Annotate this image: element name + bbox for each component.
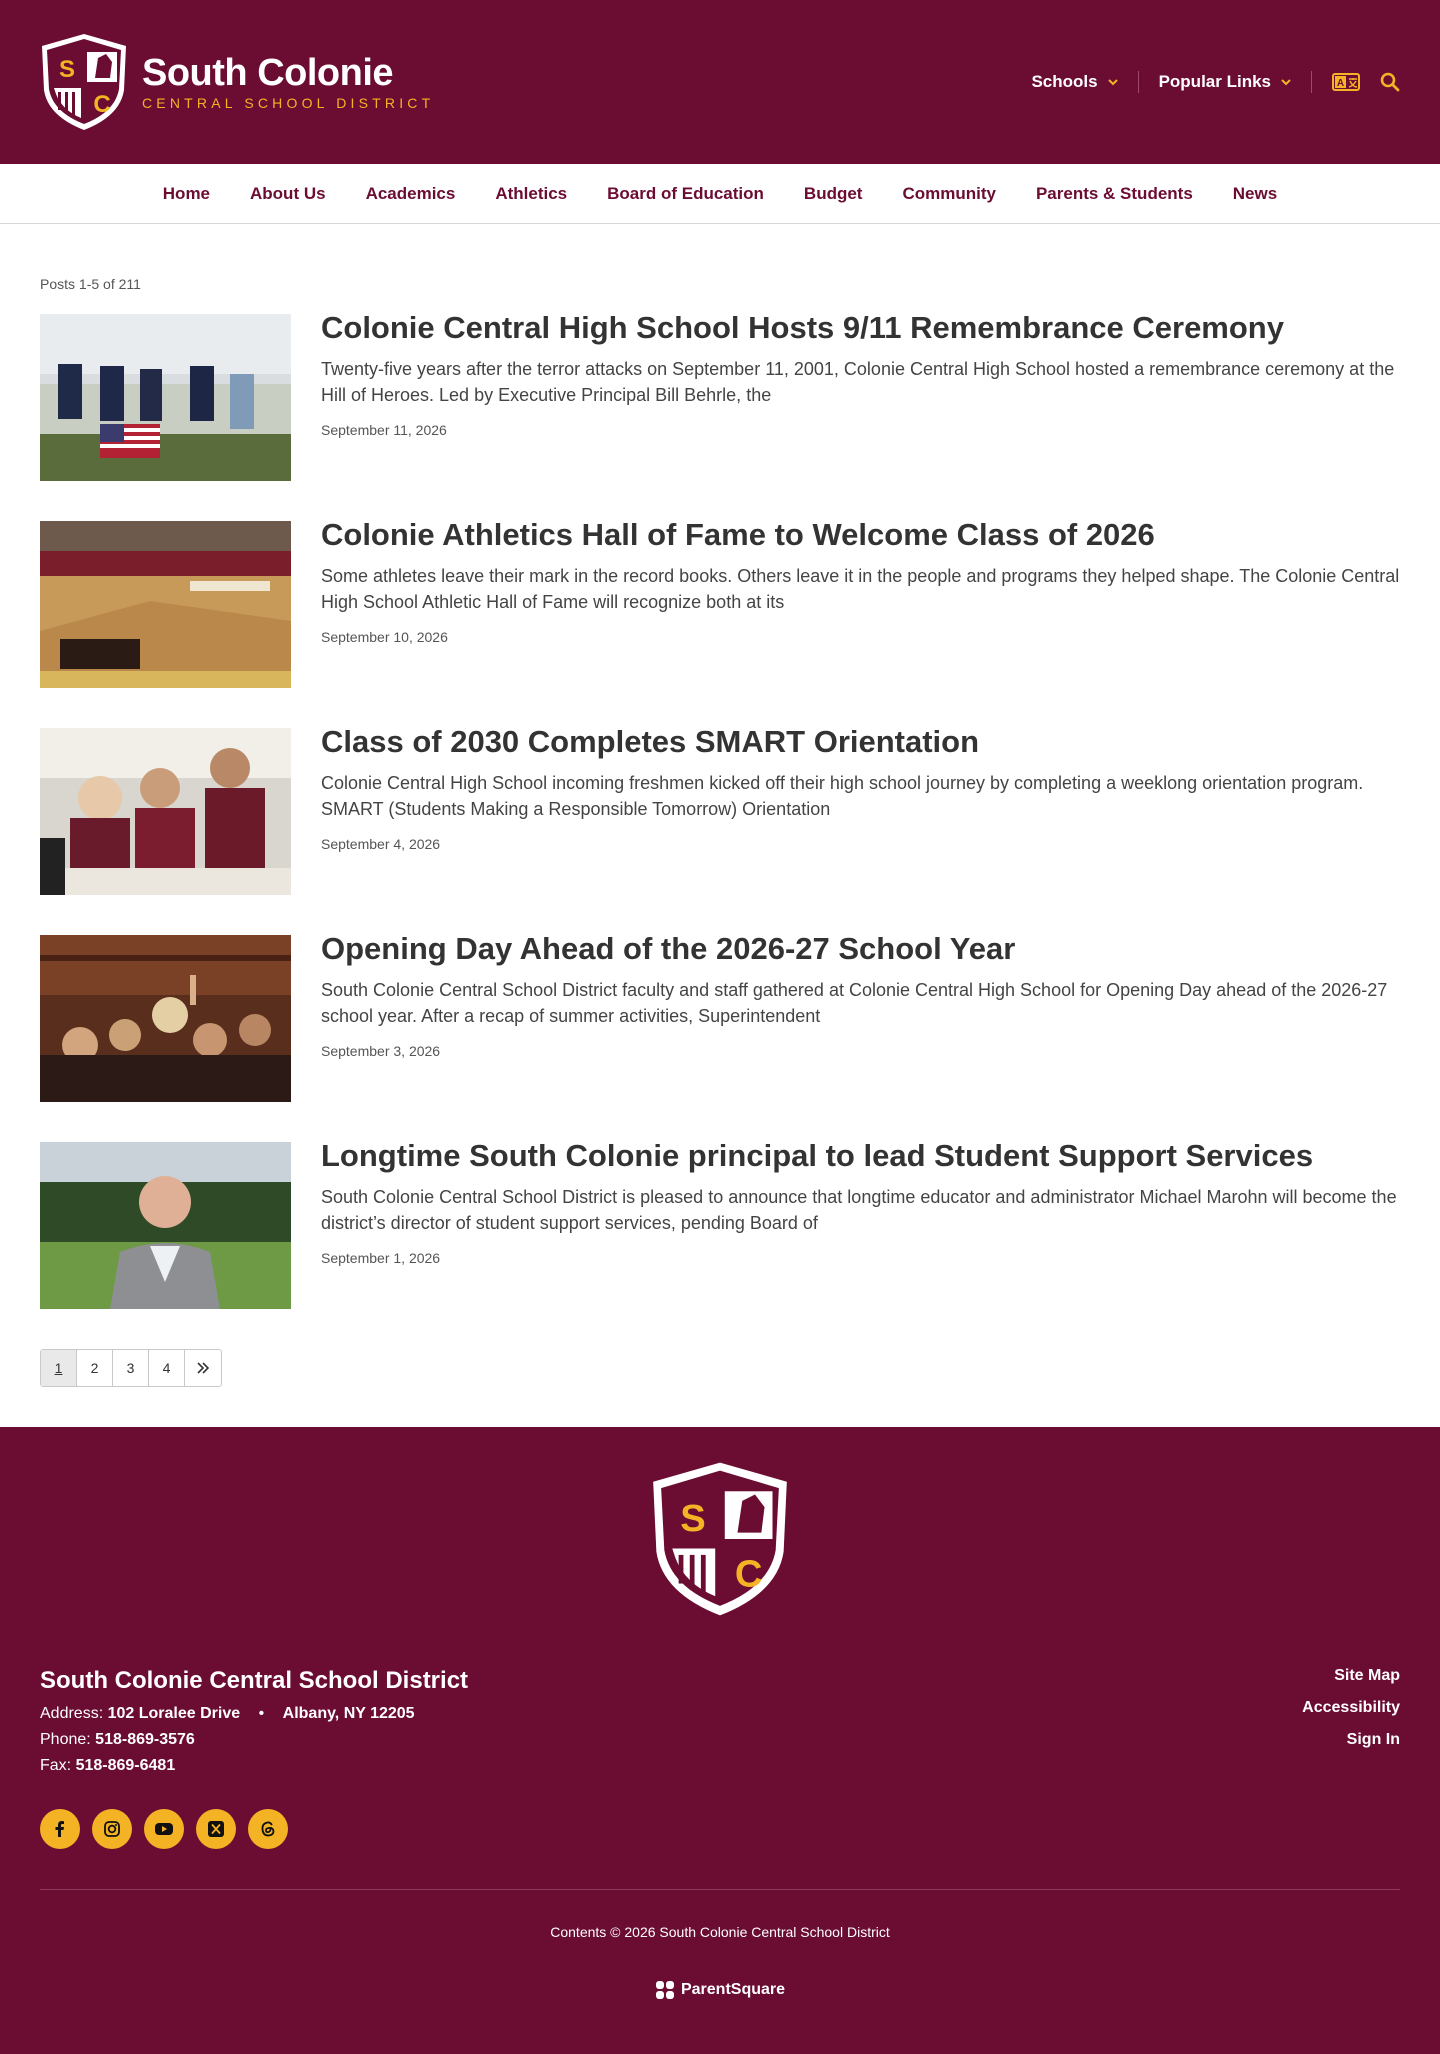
sign-in-link[interactable]: Sign In [1346,1731,1400,1748]
footer-address [40,1705,468,1723]
header-utilities [1011,71,1400,93]
translate-icon[interactable] [1332,73,1360,91]
search-icon[interactable] [1380,72,1400,92]
nav-academics[interactable]: Academics [365,183,456,203]
svg-text:C: C [93,91,111,118]
nav-athletics[interactable]: Athletics [495,183,568,203]
site-footer [0,1427,1440,2054]
post-date: September 4, 2026 [321,836,441,852]
brand-text [142,53,434,111]
brand-subtitle: CENTRAL SCHOOL DISTRICT [142,95,435,111]
address-street: 102 Loralee Drive [107,1705,241,1722]
post-excerpt: Colonie Central High School incoming freshmen kicked off their high school journey by completing a weeklong orientation program. SMART (Students Making a Responsible Tomorrow) Orientation [321,773,1364,819]
threads-icon[interactable] [248,1809,288,1849]
nav-home[interactable]: Home [162,183,211,203]
double-chevron-right-icon [196,1362,210,1374]
post-thumbnail[interactable] [40,1142,291,1309]
nav-parents-students[interactable]: Parents & Students [1035,183,1193,203]
page-3-button[interactable]: 3 [113,1350,149,1386]
post-title[interactable]: Opening Day Ahead of the 2026-27 School Year [321,931,1016,966]
site-header [0,0,1440,164]
phone-label: Phone: [40,1731,91,1748]
brand-name: South Colonie [142,52,394,94]
parentsquare-label: ParentSquare [680,1981,786,1998]
footer-main [40,1667,1400,1849]
post-excerpt: South Colonie Central School District is pleased to announce that longtime educator and administrator Michael Marohn will become the district’s director of student support services, pending Board of [321,1187,1397,1233]
x-icon[interactable] [196,1809,236,1849]
post-excerpt: Some athletes leave their mark in the record books. Others leave it in the people and programs they helped shape. The Colonie Central High School Athletic Hall of Fame will recognize both at its [321,566,1400,612]
nav-board-of-education[interactable]: Board of Education [607,183,764,203]
address-city: Albany, NY 12205 [282,1705,415,1722]
post-thumbnail[interactable] [40,728,291,895]
fax-number: 518-869-6481 [75,1757,176,1774]
footer-district-name: South Colonie Central School District [40,1667,469,1694]
popular-links-menu[interactable] [1139,72,1311,92]
district-shield-logo [650,1457,790,1621]
news-post [40,931,1400,1102]
next-pages-button[interactable] [185,1350,221,1386]
post-title[interactable]: Longtime South Colonie principal to lead Student Support Services [321,1138,1314,1173]
post-body [321,310,1400,481]
page-2-button[interactable]: 2 [77,1350,113,1386]
nav-news[interactable]: News [1232,183,1278,203]
home-logo-link[interactable] [40,32,434,132]
phone-number[interactable]: 518-869-3576 [95,1731,195,1748]
post-title[interactable]: Class of 2030 Completes SMART Orientation [321,724,980,759]
footer-phone [40,1731,468,1749]
post-title[interactable]: Colonie Central High School Hosts 9/11 Remembrance Ceremony [321,310,1284,345]
post-body [321,517,1400,688]
district-shield-logo [40,32,128,132]
parentsquare-link[interactable] [40,1980,1400,2000]
pagination [40,1349,222,1387]
svg-text:A: A [1336,78,1345,89]
footer-fax [40,1757,468,1775]
popular-links-menu-label: Popular Links [1158,72,1271,91]
post-title[interactable]: Colonie Athletics Hall of Fame to Welcome Class of 2026 [321,517,1155,552]
social-links [40,1809,468,1849]
nav-community[interactable]: Community [902,183,996,203]
post-body [321,931,1400,1102]
main-navigation [0,164,1440,224]
post-body [321,1138,1400,1309]
accessibility-link[interactable]: Accessibility [1302,1699,1400,1716]
post-thumbnail[interactable] [40,521,291,688]
post-date: September 1, 2026 [321,1250,441,1266]
facebook-icon[interactable] [40,1809,80,1849]
chevron-down-icon [1281,75,1291,89]
parentsquare-logo-icon [655,1980,675,2000]
copyright-text: Contents © 2026 South Colonie Central School District [550,1924,890,1940]
post-date: September 10, 2026 [321,629,448,645]
footer-links [1302,1667,1400,1849]
svg-text:C: C [734,1552,763,1596]
schools-menu-label: Schools [1031,72,1098,91]
nav-about-us[interactable]: About Us [250,183,326,203]
post-date: September 3, 2026 [321,1043,441,1059]
youtube-icon[interactable] [144,1809,184,1849]
post-excerpt: Twenty-five years after the terror attacks on September 11, 2001, Colonie Central High School hosted a remembrance ceremony at the Hill of Heroes. Led by Executive Principal Bill Behrle, the [321,359,1395,405]
footer-logo [40,1457,1400,1621]
schools-menu[interactable] [1011,72,1137,92]
post-thumbnail[interactable] [40,935,291,1102]
address-separator: • [258,1705,265,1722]
nav-budget[interactable]: Budget [803,183,863,203]
address-label: Address: [40,1705,104,1722]
post-thumbnail[interactable] [40,314,291,481]
news-post [40,724,1400,895]
news-post [40,310,1400,481]
instagram-icon[interactable] [92,1809,132,1849]
posts-count: Posts 1-5 of 211 [40,276,141,292]
post-body [321,724,1400,895]
site-map-link[interactable]: Site Map [1334,1667,1400,1684]
post-excerpt: South Colonie Central School District faculty and staff gathered at Colonie Central High School for Opening Day ahead of the 2026-27 school year. After a recap of summer activities, Superintendent [321,980,1388,1026]
header-icon-group [1312,72,1400,92]
svg-text:S: S [58,56,76,83]
post-date: September 11, 2026 [321,422,447,438]
news-post [40,1138,1400,1309]
fax-label: Fax: [40,1757,72,1774]
news-list [0,224,1440,1427]
chevron-down-icon [1108,75,1118,89]
page-1-button[interactable]: 1 [41,1350,77,1386]
footer-contact [40,1667,468,1849]
svg-text:S: S [680,1497,706,1541]
footer-divider [40,1889,1400,1890]
page-4-button[interactable]: 4 [149,1350,185,1386]
news-post [40,517,1400,688]
